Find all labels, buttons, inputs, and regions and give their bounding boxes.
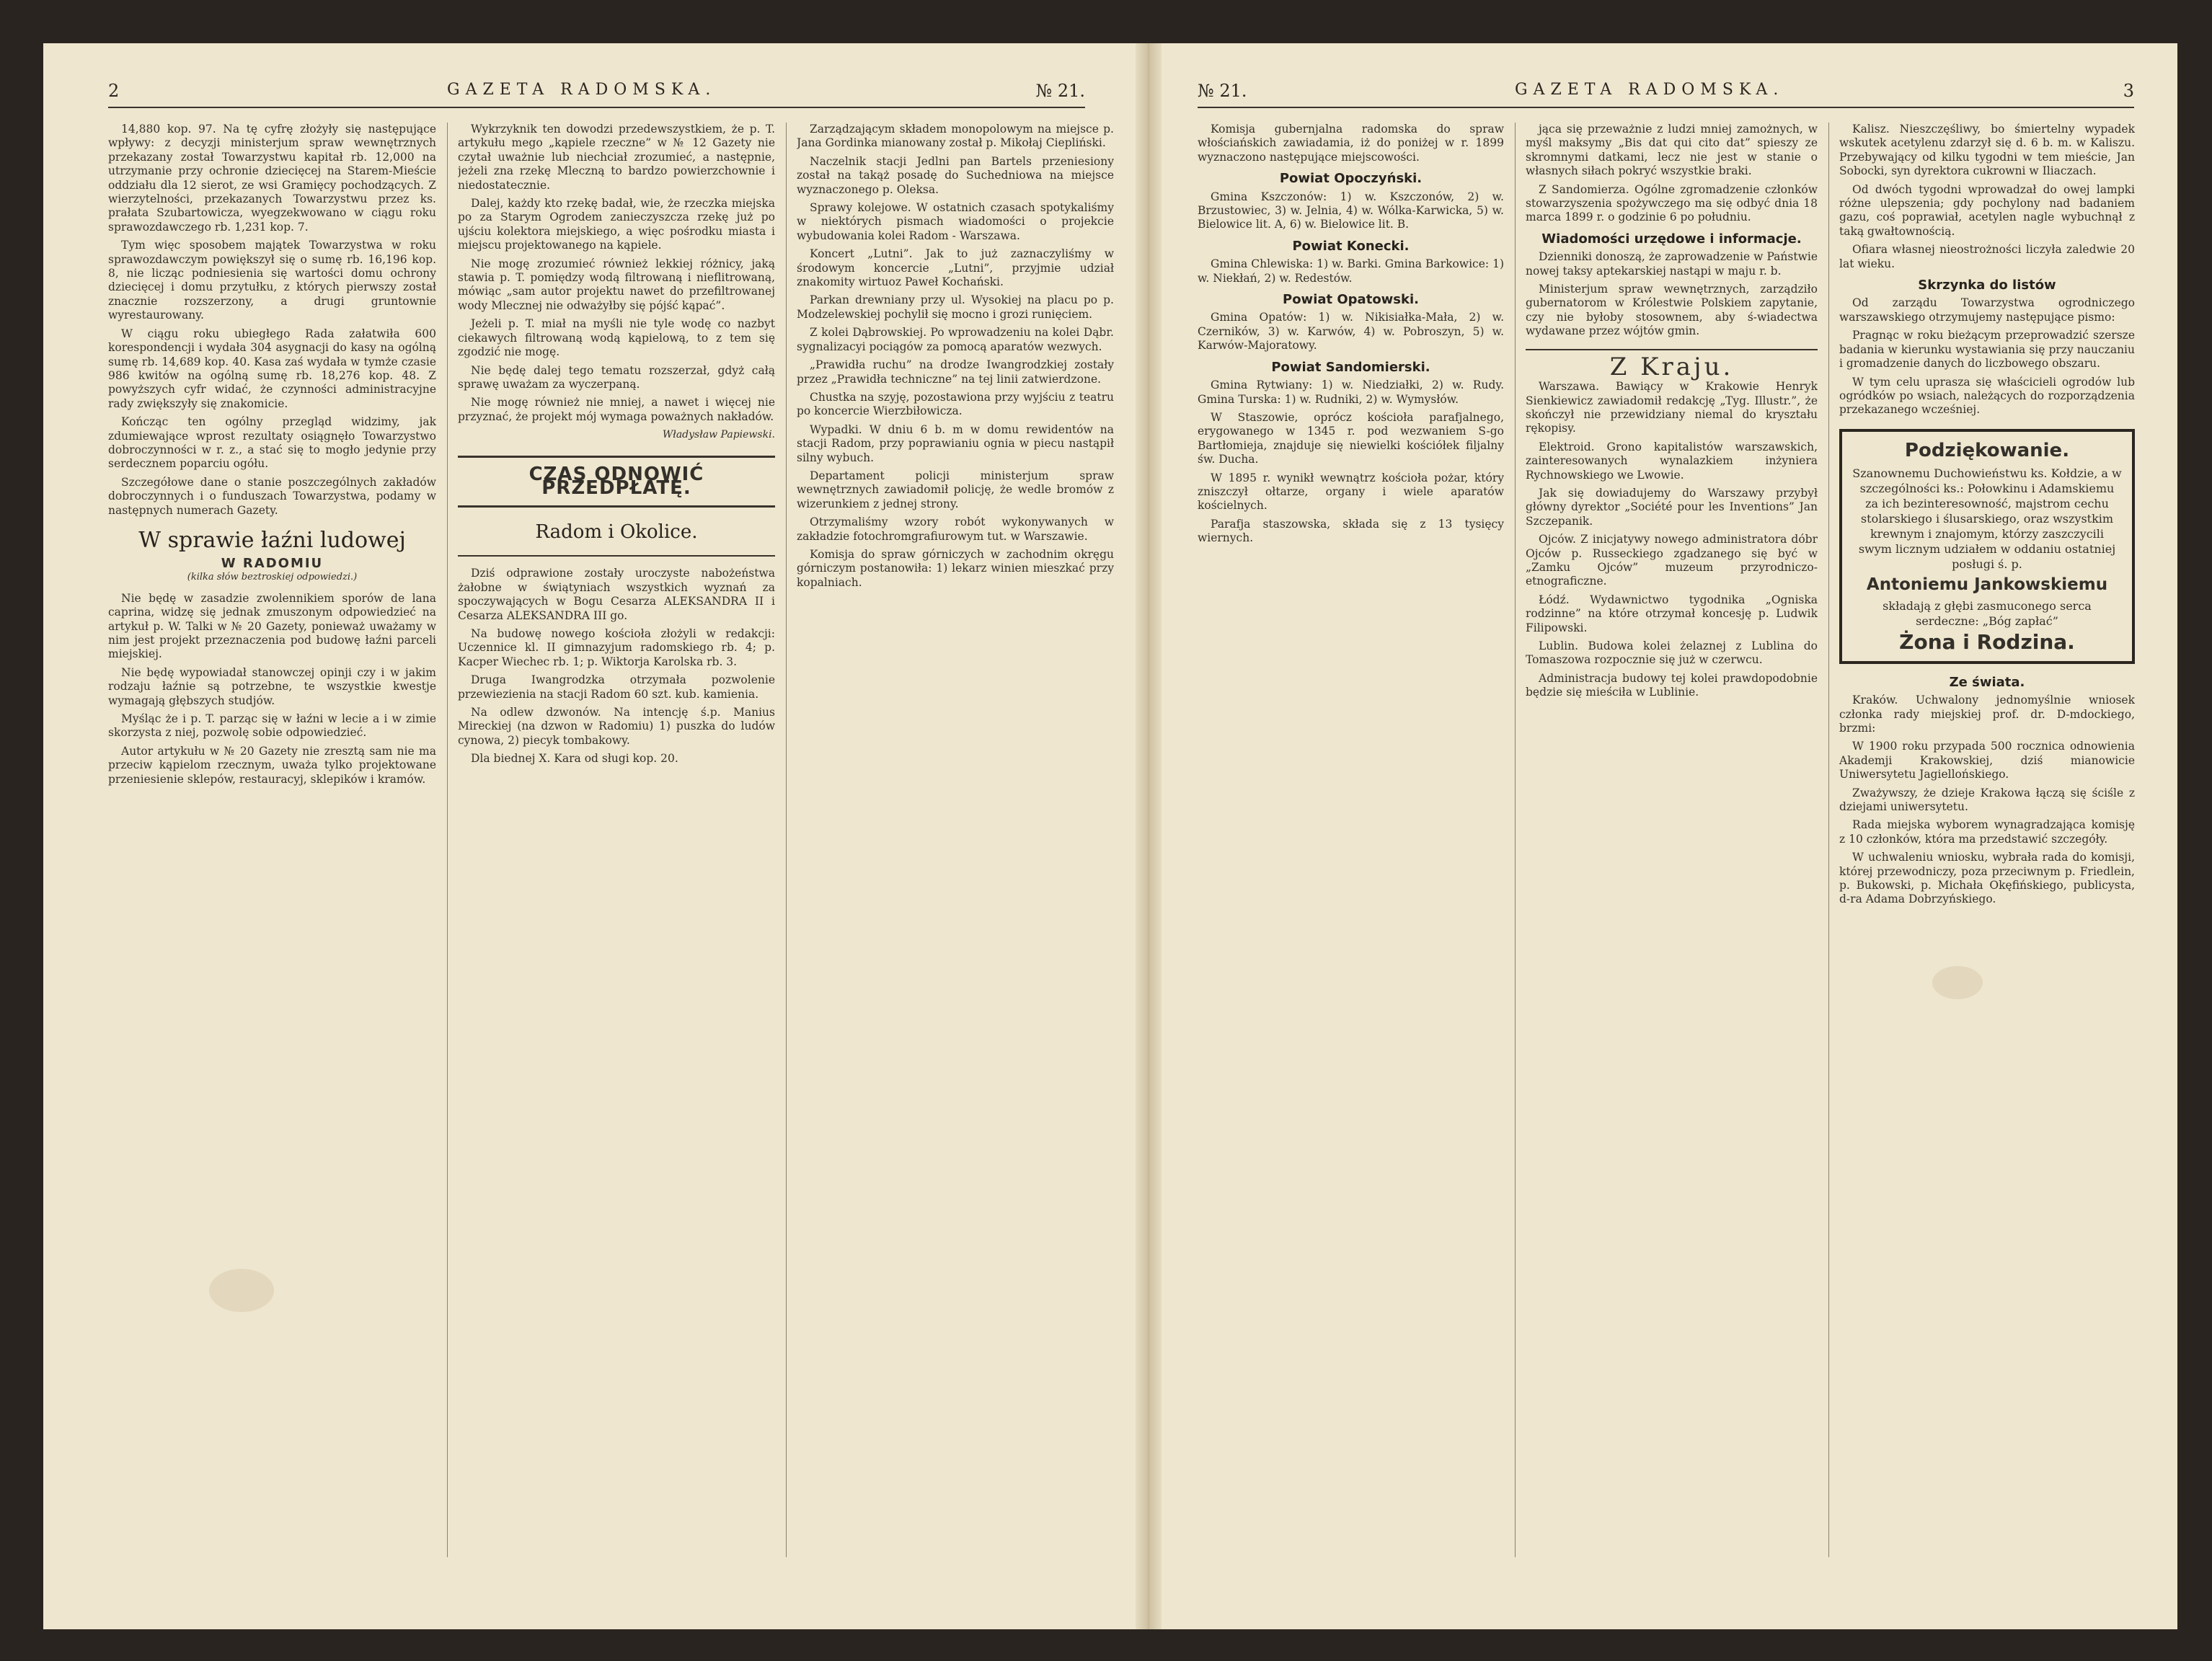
paragraph: Zważywszy, że dzieje Krakowa łączą się ściśle z dziejami uniwersytetu. (1839, 786, 2135, 813)
paragraph: Na odlew dzwonów. Na intencję ś.p. Manius Mireckiej (na dzwon w Radomiu) 1) puszka do ludów cynowa, 2) piecyk tombakowy. (458, 706, 775, 747)
acknowledgement-signature: Żona i Rodzina. (1899, 629, 2075, 654)
acknowledgement-name: Antoniemu Jankowskiemu (1866, 575, 2108, 594)
column-3 (797, 123, 1114, 1557)
masthead: GAZETA RADOMSKA. (447, 81, 717, 99)
column-2 (458, 123, 775, 1557)
paragraph: Łódź. Wydawnictwo tygodnika „Ogniska rodzinne” na które otrzymał koncesję p. Ludwik Filipowski. (1526, 593, 1818, 634)
section-heading: Skrzynka do listów (1918, 278, 2056, 293)
paragraph: Pragnąc w roku bieżącym przeprowadzić szersze badania w kierunku wystawiania się przy nauczaniu i gromadzenie danych do liczbowego obszaru. (1839, 329, 2135, 371)
paragraph: Dziś odprawione zostały uroczyste nabożeństwa żałobne w świątyniach wszystkich wyznań za spoczywających w Bogu Cesarza ALEKSANDRA II i Cesarza ALEKSANDRA III go. (458, 567, 775, 622)
paragraph: W 1900 roku przypada 500 rocznica odnowienia Akademji Krakowskiej, dziś mianowicie Uniwersytetu Jagiellońskiego. (1839, 740, 2135, 781)
paragraph: Naczelnik stacji Jedlni pan Bartels przeniesiony został na takąż posadę do Suchedniowa na miejsce wyznaczonego p. Oleksa. (797, 154, 1114, 196)
paragraph: Lublin. Budowa kolei żelaznej z Lublina do Tomaszowa rozpocznie się już w czerwcu. (1526, 639, 1818, 667)
section-heading: Ze świata. (1949, 674, 2025, 690)
paragraph: Wypadki. W dniu 6 b. m w domu rewidentów na stacji Radom, przy poprawianiu ognia w piecu nastąpił silny wybuch. (797, 422, 1114, 464)
paragraph: Komisja gubernjalna radomska do spraw włościańskich zawiadamia, iż do poniżej w r. 1899 wyznaczono następujące miejscowości. (1198, 123, 1504, 164)
section-heading: Powiat Konecki. (1292, 238, 1410, 254)
paragraph: 14,880 kop. 97. Na tę cyfrę złożyły się następujące wpływy: z decyzji ministerjum spraw wewnętrznych przekazany został Towarzystwu kapitał rb. 12,000 na utrzymanie przy ochronie dziecięcej na Starem-Mieście oddziału dla 12 sierot, ze wsi Gramięcy pochodzących. Z wierzytelności, przekazanych Towarzystwu przez ks. prałata Szubartowicza, wyegzekwowano w ciągu roku sprawozdawczego rb. 1,231 kop. 7. (108, 123, 436, 234)
paragraph: Zarządzającym składem monopolowym na miejsce p. Jana Gordinka mianowany został p. Mikołaj Ciepliński. (797, 123, 1114, 150)
paragraph: Chustka na szyję, pozostawiona przy wyjściu z teatru po koncercie Wierzbiłowicza. (797, 390, 1114, 418)
article-title: W sprawie łaźni ludowej (138, 527, 406, 553)
paragraph: Kalisz. Nieszczęśliwy, bo śmiertelny wypadek wskutek acetylenu zdarzył się d. 6 b. m. w Kaliszu. Przebywający od kilku tygodni w tem mieście, Jan Sobocki, syn dyrektora cukrowni w Iliaczach. (1839, 123, 2135, 178)
article-note: (kilka słów beztroskiej odpowiedzi.) (187, 572, 358, 583)
acknowledgement-text: Szanownemu Duchowieństwu ks. Kołdzie, a w szczególności ks.: Połowkinu i Adamskiemu za ich bezinteresowność, majstrom cechu stolarskiego i ślusarskiego, oraz wszystkim krewnym i znajomym, którzy zaszczycili swym licznym udziałem w oddaniu ostatniej posługi ś. p. (1852, 466, 2122, 571)
paragraph: Warszawa. Bawiący w Krakowie Henryk Sienkiewicz zawiadomił redakcję „Tyg. Illustr.”, że skończył nie przewidziany niemal do kryształu rękopisy. (1526, 380, 1818, 435)
column-rule (1828, 123, 1829, 1557)
paragraph: Parkan drewniany przy ul. Wysokiej na placu po p. Modzelewskiej pochylił się mocno i grozi runięciem. (797, 293, 1114, 321)
column-1 (108, 123, 436, 1557)
section-heading: Powiat Opoczyński. (1279, 171, 1423, 187)
paragraph: Nie mogę zrozumieć również lekkiej różnicy, jaką stawia p. T. pomiędzy wodą filtrowaną i nieflitrowaną, mówiąc „sam autor projektu nawet do przefiltrowanej wody Mlecznej nie odważyłby się pójść kąpać”. (458, 257, 775, 312)
paragraph: Departament policji ministerjum spraw wewnętrznych zawiadomił policję, że wedle bromów z wizerunkiem z jednej strony. (797, 469, 1114, 510)
column-4 (1198, 123, 1504, 1557)
column-6 (1839, 123, 2135, 1557)
paragraph: Elektroid. Grono kapitalistów warszawskich, zainteresowanych wynalazkiem inżyniera Rychnowskiego we Lwowie. (1526, 440, 1818, 482)
paragraph: Gmina Rytwiany: 1) w. Niedziałki, 2) w. Rudy. Gmina Turska: 1) w. Rudniki, 2) w. Wymysłów. (1198, 378, 1504, 406)
paragraph: Wykrzyknik ten dowodzi przedewszystkiem, że p. T. artykułu mego „kąpiele rzeczne” w № 12 Gazety nie czytał uważnie lub niechciał zrozumieć, a następnie, jeżeli zna rzekę Mleczną to bardzo powierzchownie i niedostatecznie. (458, 123, 775, 192)
paragraph: W 1895 r. wynikł wewnątrz kościoła pożar, który zniszczył ołtarze, organy i wiele aparatów kościelnych. (1198, 471, 1504, 513)
subscription-banner: CZAS ODNOWIĆ PRZEDPŁATĘ. (458, 456, 775, 508)
paragraph: W Staszowie, oprócz kościoła parafjalnego, erygowanego w 1345 r. pod wezwaniem S-go Bartłomieja, znajduje się niewielki kościółek filjalny św. Ducha. (1198, 410, 1504, 466)
paragraph: Od zarządu Towarzystwa ogrodniczego warszawskiego otrzymujemy następujące pismo: (1839, 296, 2135, 324)
newspaper-scan (43, 43, 2177, 1629)
section-heading: Wiadomości urzędowe i informacje. (1541, 231, 1802, 247)
paragraph: Nie będę w zasadzie zwolennikiem sporów de lana caprina, widzę się jednak zmuszonym odpowiedzieć na artykuł p. W. Talki w № 20 Gazety, ponieważ uważamy w nim jest projekt przeznaczenia pod budowę łaźni parceli miejskiej. (108, 591, 436, 661)
paragraph: Nie mogę również nie mniej, a nawet i więcej nie przyznać, że projekt mój wymaga poważnych nakładów. (458, 396, 775, 423)
page-number: 3 (2123, 81, 2134, 101)
paragraph: Szczegółowe dane o stanie poszczególnych zakładów dobroczynnych i o funduszach Towarzystwa, podamy w następnych numerach Gazety. (108, 475, 436, 517)
paragraph: Dzienniki donoszą, że zaprowadzenie w Państwie nowej taksy aptekarskiej nastąpi w maju r. b. (1526, 250, 1818, 278)
paragraph: W uchwaleniu wniosku, wybrała rada do komisji, której przewodniczy, poza przeciwnym p. Friedlein, p. Bukowski, p. Michała Okęfińskiego, publicysta, d-ra Adama Dobrzyńskiego. (1839, 851, 2135, 906)
article-subtitle: W RADOMIU (221, 555, 324, 571)
paragraph: jąca się przeważnie z ludzi mniej zamożnych, w myśl maksymy „Bis dat qui cito dat” spieszy ze skromnymi datkami, lecz nie jest w stanie o własnych siłach pokryć wszystkie braki. (1526, 123, 1818, 178)
paragraph: Tym więc sposobem majątek Towarzystwa w roku sprawozdawczym powiększył się o sumę rb. 16,196 kop. 8, nie licząc podniesienia się wartości domu ochrony dziecięcej i domu przytułku, z których pierwszy został znacznie rozszerzony, a drugi gruntownie wyrestaurowany. (108, 239, 436, 322)
section-heading: Powiat Sandomierski. (1271, 359, 1430, 375)
paragraph: „Prawidła ruchu” na drodze Iwangrodzkiej zostały przez „Prawidła techniczne” na tej linii zatwierdzone. (797, 358, 1114, 386)
paragraph: Sprawy kolejowe. W ostatnich czasach spotykaliśmy w niektórych pismach wiadomości o projekcie wybudowania kolei Radom - Warszawa. (797, 201, 1114, 242)
acknowledgement-box (1839, 429, 2135, 664)
paragraph: Komisja do spraw górniczych w zachodnim okręgu górniczym postanowiła: 1) lekarz winien mieszkać przy kopalniach. (797, 547, 1114, 589)
paragraph: Ofiara własnej nieostrożności liczyła zaledwie 20 lat wieku. (1839, 243, 2135, 270)
masthead: GAZETA RADOMSKA. (1515, 81, 1784, 99)
column-rule (1515, 123, 1516, 1557)
section-heading: Powiat Opatowski. (1283, 292, 1419, 308)
paragraph: Z Sandomierza. Ogólne zgromadzenie członków stowarzyszenia spożywczego ma się odbyć dnia 18 marca 1899 r. o godzinie 6 po południu. (1526, 182, 1818, 224)
right-page (1162, 43, 2177, 1629)
paragraph: Gmina Opatów: 1) w. Nikisiałka-Mała, 2) w. Czerników, 3) w. Karwów, 4) w. Pobroszyn, 5) w. Karwów-Majoratowy. (1198, 311, 1504, 353)
paragraph: W ciągu roku ubiegłego Rada załatwiła 600 korespondencji i wydała 304 asygnacji do kasy na ogólną sumę rb. 14,689 kop. 40. Kasa zaś wydała w tymże czasie 986 kwitów na ogólną sumę rb. 18,276 kop. 48. Z powyższych cyfr widać, że czynności administracyjne rady zwiększyły się znakomicie. (108, 327, 436, 410)
column-rule (786, 123, 787, 1557)
paragraph: Dla biednej X. Kara od sługi kop. 20. (471, 752, 678, 766)
divider (1526, 349, 1818, 350)
author-signature: Władysław Papiewski. (662, 429, 775, 441)
paragraph: Administracja budowy tej kolei prawdopodobnie będzie się mieściła w Lublinie. (1526, 671, 1818, 699)
paragraph: Ojców. Z inicjatywy nowego administratora dóbr Ojców p. Russeckiego zgadzanego się być w „Zamku Ojców” muzeum przyrodniczo-etnograficzne. (1526, 533, 1818, 588)
column-5 (1526, 123, 1818, 1557)
paragraph: Koncert „Lutni”. Jak to już zaznaczyliśmy w środowym koncercie „Lutni”, przyjmie udział znakomity wirtuoz Paweł Kochański. (797, 247, 1114, 289)
paragraph: Jak się dowiadujemy do Warszawy przybył główny dyrektor „Société pour les Inventions” Jan Szczepanik. (1526, 486, 1818, 528)
paragraph: Druga Iwangrodzka otrzymała pozwolenie przewiezienia na stacji Radom 60 szt. kub. kamienia. (458, 673, 775, 701)
paragraph: Nie będę dalej tego tematu rozszerzał, gdyż całą sprawę uważam za wyczerpaną. (458, 363, 775, 391)
paragraph: W tym celu uprasza się właścicieli ogrodów lub ogródków po wsiach, należących do rozporządzenia przekazanego wcześniej. (1839, 375, 2135, 417)
paragraph: Autor artykułu w № 20 Gazety nie zresztą sam nie ma przeciw kąpielom rzecznym, uważa tylko projektowane przeniesienie sklepów, restauracyj, sklepików i kramów. (108, 744, 436, 786)
issue-number: № 21. (1198, 81, 1247, 101)
page-header (1198, 78, 2134, 108)
paragraph: Kraków. Uchwalony jednomyślnie wniosek członka rady miejskiej prof. dr. D-mdockiego, brzmi: (1839, 694, 2135, 735)
page-header (108, 78, 1085, 108)
left-page (43, 43, 1136, 1629)
page-number: 2 (108, 81, 120, 101)
paragraph: Kończąc ten ogólny przegląd widzimy, jak zdumiewające wprost rezultaty osiągnęło Towarzystwo dobroczynności w r. z., a stać się to mogło jedynie przy serdecznem poparciu ogółu. (108, 415, 436, 471)
paragraph: Na budowę nowego kościoła złożyli w redakcji: Uczennice kl. II gimnazyjum radomskiego rb. 4; p. Kacper Wiechec rb. 1; p. Wiktorja Karolska rb. 3. (458, 626, 775, 668)
paragraph: Nie będę wypowiadał stanowczej opinji czy i w jakim rodzaju łaźnie są potrzebne, te wszystkie kwestje wymagają głębszych studjów. (108, 665, 436, 707)
paragraph: Otrzymaliśmy wzory robót wykonywanych w zakładzie fotochromgrafiurowym tut. w Warszawie. (797, 515, 1114, 543)
paragraph: Gmina Chlewiska: 1) w. Barki. Gmina Barkowice: 1) w. Niekłań, 2) w. Redestów. (1198, 257, 1504, 285)
paragraph: Od dwóch tygodni wprowadzał do owej lampki różne ulepszenia; gdy pochylony nad badaniem gazu, coś poprawiał, acetylen nagle wybuchnął z taką gwałtownością. (1839, 182, 2135, 238)
paragraph: Myśląc że i p. T. parząc się w łaźni w lecie a i w zimie skorzysta z niej, pozwolę sobie odpowiedzieć. (108, 712, 436, 740)
paragraph: Ministerjum spraw wewnętrznych, zarządziło gubernatorom w Królestwie Polskiem zapytanie, czy nie byłoby stosownem, aby ś-wiadectwa wydawane przez wójtów gmin. (1526, 283, 1818, 338)
column-rule (447, 123, 448, 1557)
paragraph: Dalej, każdy kto rzekę badał, wie, że rzeczka miejska po za Starym Ogrodem zanieczyszcza rzekę już po ujściu kolektora miejskiego, a więc pośrodku miasta i miejscu projektowanego na kąpiele. (458, 197, 775, 252)
divider (458, 555, 775, 557)
section-title: Radom i Okolice. (535, 521, 698, 544)
acknowledgement-text: składają z głębi zasmuconego serca serdeczne: „Bóg zapłać” (1883, 598, 2092, 628)
paragraph: Z kolei Dąbrowskiej. Po wprowadzeniu na kolei Dąbr. sygnalizacyi pociągów za pomocą aparatów wezwych. (797, 326, 1114, 353)
acknowledgement-title: Podziękowanie. (1904, 439, 2070, 461)
paragraph: Gmina Kszczonów: 1) w. Kszczonów, 2) w. Brzustowiec, 3) w. Jelnia, 4) w. Wólka-Karwicka, 5) w. Bielowice lit. A, 6) w. Bielowice lit. B. (1198, 190, 1504, 231)
paragraph: Rada miejska wyborem wynagradzająca komisję z 10 członków, która ma przedstawić szczegóły. (1839, 818, 2135, 846)
issue-number: № 21. (1035, 81, 1085, 101)
section-title: Z Kraju. (1609, 352, 1734, 381)
paragraph: Parafja staszowska, składa się z 13 tysięcy wiernych. (1198, 517, 1504, 545)
paragraph: Jeżeli p. T. miał na myśli nie tyle wodę co nazbyt ciekawych filtrowaną wodą kąpielową, to z tem się zgodzić nie mogę. (458, 317, 775, 359)
book-spine (1136, 43, 1162, 1629)
